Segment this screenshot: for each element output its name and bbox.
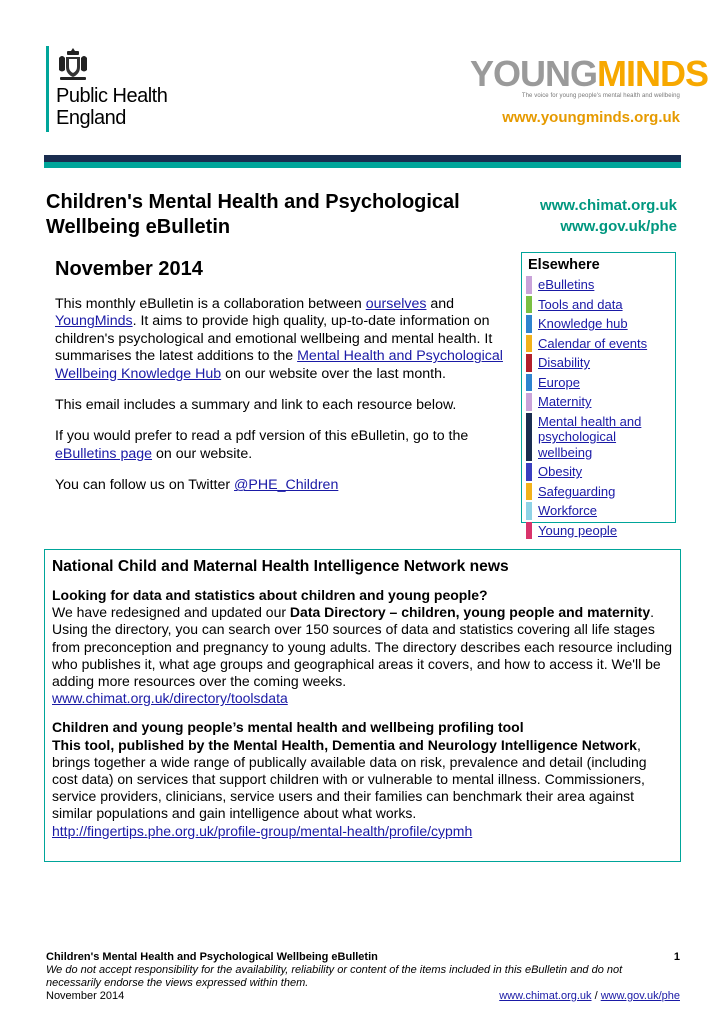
- news-item-profiling-tool: [52, 719, 674, 839]
- elsewhere-color-swatch: [526, 296, 532, 314]
- chimat-link[interactable]: www.chimat.org.uk: [540, 197, 677, 214]
- ebulletins-page-link[interactable]: eBulletins page: [55, 445, 153, 462]
- elsewhere-item-link[interactable]: Obesity: [538, 464, 583, 479]
- elsewhere-item[interactable]: [526, 315, 671, 333]
- youngminds-wordmark: YOUNGMINDS: [470, 53, 709, 94]
- elsewhere-item-link[interactable]: Tools and data: [538, 296, 623, 312]
- elsewhere-item[interactable]: [526, 354, 671, 372]
- elsewhere-item[interactable]: [526, 522, 671, 540]
- fingertips-link[interactable]: http://fingertips.phe.org.uk/profile-group/mental-health/profile/cypmh: [52, 822, 473, 839]
- elsewhere-item-link[interactable]: Mental health and psychological wellbeing: [538, 413, 642, 460]
- knowledge-hub-link[interactable]: Mental Health and Psychological Wellbeing Knowledge Hub: [55, 348, 503, 382]
- header-stripe-navy: [44, 155, 681, 162]
- elsewhere-item[interactable]: [526, 276, 671, 294]
- youngminds-tagline: The voice for young people's mental health and wellbeing: [521, 93, 680, 99]
- elsewhere-color-swatch: [526, 354, 532, 372]
- elsewhere-item[interactable]: [526, 483, 671, 501]
- news-item-body: We have redesigned and updated our Data Directory – children, young people and maternity. Using the directory, you can search over 150 sources of data and statistics covering all life stages from preconception and pregnancy to young adults. The directory describes each resource including who publishes it, what age groups and geographical areas it covers, and how to access it. We'll be adding more resources over the coming weeks.: [52, 604, 672, 690]
- news-heading: National Child and Maternal Health Intelligence Network news: [52, 558, 509, 575]
- page-footer: Children's Mental Health and Psychological Wellbeing eBulletin 1 We do not accept responsibility for the availability, reliability or content of the items included in this eBulletin and do not necessarily endorse the views expressed within them. November 2014 www.chimat.org.uk / www.gov.uk/phe: [46, 951, 680, 1002]
- phe-logo: [46, 44, 186, 136]
- data-directory-link[interactable]: www.chimat.org.uk/directory/toolsdata: [52, 690, 288, 707]
- elsewhere-item-link[interactable]: Maternity: [538, 394, 592, 409]
- footer-gov-link[interactable]: www.gov.uk/phe: [600, 990, 680, 1002]
- elsewhere-color-swatch: [526, 276, 532, 294]
- youngminds-url[interactable]: www.youngminds.org.uk: [502, 109, 680, 126]
- elsewhere-item[interactable]: [526, 413, 671, 462]
- footer-title: Children's Mental Health and Psychological Wellbeing eBulletin: [46, 951, 378, 963]
- elsewhere-item-link[interactable]: Disability: [538, 355, 591, 370]
- elsewhere-color-swatch: [526, 502, 532, 520]
- twitter-link[interactable]: @PHE_Children: [234, 477, 339, 494]
- elsewhere-title: Elsewhere: [528, 257, 600, 273]
- elsewhere-item-link[interactable]: eBulletins: [538, 277, 595, 292]
- elsewhere-item[interactable]: [526, 296, 671, 314]
- elsewhere-item-link[interactable]: Calendar of events: [538, 335, 648, 351]
- intro-paragraph-2: This email includes a summary and link to each resource below.: [55, 397, 457, 414]
- elsewhere-color-swatch: [526, 463, 532, 481]
- elsewhere-color-swatch: [526, 483, 532, 501]
- elsewhere-color-swatch: [526, 335, 532, 353]
- elsewhere-item-link[interactable]: Workforce: [538, 503, 597, 518]
- gov-phe-link[interactable]: www.gov.uk/phe: [560, 218, 677, 235]
- elsewhere-color-swatch: [526, 315, 532, 333]
- footer-chimat-link[interactable]: www.chimat.org.uk: [499, 990, 592, 1002]
- intro-paragraph-3: If you would prefer to read a pdf version of this eBulletin, go to the eBulletins page on our website.: [55, 428, 469, 462]
- issue-month: November 2014: [55, 258, 203, 280]
- news-item-body: This tool, published by the Mental Health, Dementia and Neurology Intelligence Network, brings together a wide range of publically available data on risk, prevalence and detail (including cost data) on services that support children with or vulnerable to mental illness. Commissioners, service providers, clinicians, service users and their families can benchmark their area against similar populations and gain intelligence about what works.: [52, 736, 647, 822]
- phe-logo-text: Public Health England: [56, 85, 168, 129]
- elsewhere-item[interactable]: [526, 335, 671, 353]
- news-item-heading: Children and young people’s mental health and wellbeing profiling tool: [52, 719, 524, 736]
- elsewhere-box: [521, 252, 676, 538]
- youngminds-link[interactable]: YoungMinds: [55, 313, 133, 330]
- news-item-data-directory: [52, 587, 674, 707]
- footer-disclaimer: We do not accept responsibility for the availability, reliability or content of the items included in this eBulletin and do not necessarily endorse the views expressed within them.: [46, 964, 623, 989]
- elsewhere-item[interactable]: [526, 393, 671, 411]
- youngminds-logo: [470, 53, 709, 126]
- elsewhere-color-swatch: [526, 522, 532, 540]
- elsewhere-item[interactable]: [526, 463, 671, 481]
- elsewhere-item-link[interactable]: Safeguarding: [538, 483, 616, 499]
- intro-paragraph-1: This monthly eBulletin is a collaboration between ourselves and YoungMinds. It aims to provide high quality, up-to-date information on children's psychological and emotional wellbeing and mental health. It summarises the latest additions to the Mental Health and Psychological Wellbeing Knowledge Hub on our website over the last month.: [55, 296, 503, 382]
- elsewhere-color-swatch: [526, 393, 532, 411]
- royal-crest-icon: [56, 46, 90, 82]
- elsewhere-color-swatch: [526, 374, 532, 392]
- header-stripe-teal: [44, 162, 681, 168]
- bulletin-title: Children's Mental Health and Psychological Wellbeing eBulletin: [46, 191, 460, 238]
- elsewhere-color-swatch: [526, 413, 532, 462]
- news-item-heading: Looking for data and statistics about children and young people?: [52, 587, 488, 603]
- elsewhere-list: [526, 276, 671, 539]
- elsewhere-item-link[interactable]: Europe: [538, 374, 580, 390]
- intro-paragraph-4: You can follow us on Twitter @PHE_Children: [55, 477, 339, 494]
- footer-date: November 2014: [46, 990, 125, 1002]
- elsewhere-item[interactable]: [526, 374, 671, 392]
- elsewhere-item-link[interactable]: Young people: [538, 522, 618, 538]
- logo-divider: [46, 46, 49, 132]
- elsewhere-item-link[interactable]: Knowledge hub: [538, 316, 628, 331]
- ourselves-link[interactable]: ourselves: [365, 296, 427, 312]
- intro-text: [55, 296, 510, 509]
- site-links: [490, 195, 677, 237]
- network-news-box: [44, 549, 681, 862]
- page-number: 1: [673, 951, 680, 963]
- elsewhere-item[interactable]: [526, 502, 671, 520]
